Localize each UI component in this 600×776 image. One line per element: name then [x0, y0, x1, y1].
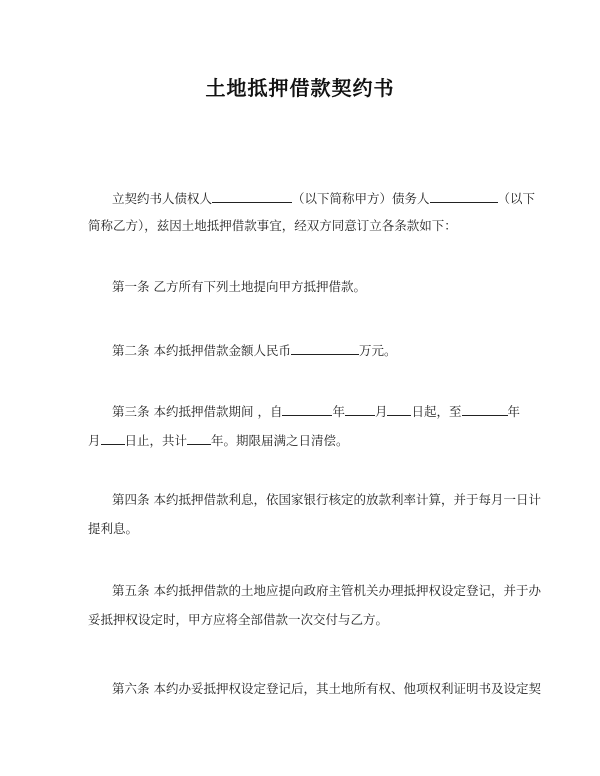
blank-end-month	[101, 431, 125, 445]
article-3-text-f: 月	[88, 433, 101, 448]
article-3-text-e: 年	[507, 404, 521, 419]
intro-line-2: 简称乙方），兹因土地抵押借款事宜，经双方同意订立各条款如下：	[88, 218, 457, 233]
blank-start-day	[387, 402, 411, 416]
document-title: 土地抵押借款契约书	[205, 76, 395, 100]
article-2-text-a: 第二条 本约抵押借款金额人民币	[112, 343, 291, 358]
blank-end-year	[462, 402, 508, 416]
article-1: 第一条 乙方所有下列土地提向甲方抵押借款。	[112, 279, 366, 294]
blank-total-years	[187, 431, 211, 445]
intro-line-1	[112, 189, 535, 207]
article-3-text-a: 第三条 本约抵押借款期间 ，自	[112, 404, 283, 419]
article-3-text-b: 年	[332, 404, 345, 419]
article-2-text-b: 万元。	[358, 343, 397, 358]
article-3-line-2	[88, 431, 349, 449]
blank-start-month	[345, 402, 375, 416]
blank-debtor	[430, 189, 498, 203]
article-3-text-h: 年。期限届满之日清偿。	[211, 433, 349, 448]
blank-start-year	[282, 402, 332, 416]
intro-text-2: （以下简称甲方）债务人	[292, 191, 430, 206]
article-4-line-1: 第四条 本约抵押借款利息，依国家银行核定的放款利率计算，并于每月一日计	[112, 492, 541, 507]
article-3-text-c: 月	[374, 404, 388, 419]
blank-amount	[291, 341, 359, 355]
article-5-line-1: 第五条 本约抵押借款的土地应提向政府主管机关办理抵押权设定登记，并于办	[112, 583, 541, 598]
article-3-text-g: 日止，共计	[124, 433, 188, 448]
article-3-line-1	[112, 402, 520, 420]
article-5-line-2: 妥抵押权设定时，甲方应将全部借款一次交付与乙方。	[88, 612, 389, 627]
intro-text-1: 立契约书人债权人	[112, 191, 213, 206]
blank-creditor	[212, 189, 292, 203]
article-4-line-2: 提利息。	[88, 521, 139, 536]
article-6-line-1: 第六条 本约办妥抵押权设定登记后，其土地所有权、他项权利证明书及设定契	[112, 681, 541, 696]
article-2	[112, 341, 397, 359]
intro-text-3: （以下	[497, 191, 536, 206]
article-3-text-d: 日起，至	[411, 404, 462, 419]
